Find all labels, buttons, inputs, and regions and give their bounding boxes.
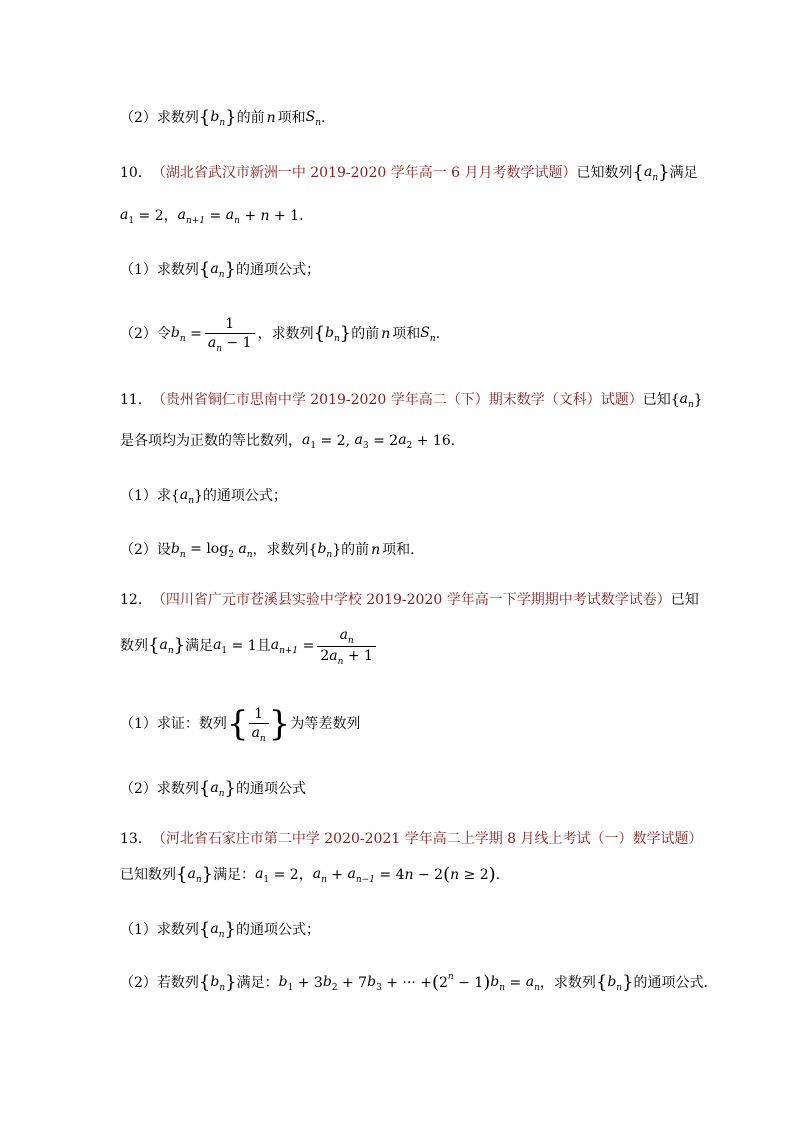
p13-part1: （1）求数列 { $a_n$ } 的通项公式； bbox=[120, 919, 320, 940]
p11-source: （贵州省铜仁市思南中学 2019-2020 学年高二（下）期末数学（文科）试题） bbox=[151, 392, 643, 408]
p10-part2: （2）令 $b_n$ = $\frac{1}{a_n - 1}$ ，求数列 { $b_n$ } 的前 n 项和 $S_n$ . bbox=[120, 315, 441, 354]
p11-stem: 11． （贵州省铜仁市思南中学 2019-2020 学年高二（下）期末数学（文科）试题） 已知 { $a_n$ } bbox=[120, 391, 703, 410]
p11-part1: （1）求 { $a_n$ } 的通项公式； bbox=[120, 487, 287, 506]
p10-source: （湖北省武汉市新洲一中 2019-2020 学年高一 6 月月考数学试题） bbox=[151, 165, 577, 181]
p9-part2: （2）求数列 { $b_n$ } 的前 n 项和 $S_n$ . bbox=[120, 107, 326, 128]
p10-part1: （1）求数列 { $a_n$ } 的通项公式； bbox=[120, 259, 320, 280]
fraction: $\frac{1}{a_n}$ bbox=[249, 706, 269, 743]
p11-part2: （2）设 $b_n$ = $\log_2$ $a_n$ ，求数列 { $b_n$ } 的前 n 项和. bbox=[120, 541, 415, 560]
p13-source: （河北省石家庄市第二中学 2020-2021 学年高二上学期 8 月线上考试（一）数学试题） bbox=[151, 831, 703, 847]
p10-stem: 10． （湖北省武汉市新洲一中 2019-2020 学年高一 6 月月考数学试题） 已知数列 { $a_n$ } 满足 bbox=[120, 162, 698, 183]
p12-part1: （1）求证：数列 { $\frac{1}{a_n}$ } 为等差数列 bbox=[120, 704, 361, 744]
p11-line2: 是各项均为正数的等比数列， $a_1$ = 2, $a_3$ = 2 $a_2$ + 16. bbox=[120, 432, 456, 451]
p13-line2: 已知数列 { $a_n$ } 满足： $a_1$ = 2 ， $a_n$ + $a_{n-1}$ = 4 n − 2 ( n ≥ 2 ) . bbox=[120, 864, 501, 885]
p13-part2: （2）若数列 { $b_n$ } 满足： $b_1$ + 3 $b_2$ + 7 $b_3$ + ··· + ( 2 n − 1 ) $b_n$ = $a_n$ ，求数列 { $b_n$ } 的通项公式. bbox=[120, 972, 708, 993]
p12-stem: 12． （四川省广元市苍溪县实验中学校 2019-2020 学年高一下学期期中考试数学试卷） 已知 bbox=[120, 592, 699, 608]
fraction: $\frac{a_n}{2a_n + 1}$ bbox=[317, 627, 376, 666]
fraction: $\frac{1}{a_n - 1}$ bbox=[205, 316, 255, 353]
p12-part2: （2）求数列 { $a_n$ } 的通项公式 bbox=[120, 778, 306, 799]
p13-stem: 13． （河北省石家庄市第二中学 2020-2021 学年高二上学期 8 月线上考试（一）数学试题） bbox=[120, 831, 703, 847]
p12-source: （四川省广元市苍溪县实验中学校 2019-2020 学年高一下学期期中考试数学试卷） bbox=[151, 592, 671, 608]
p10-conditions: $a_1$ = 2 ， $a_{n+1}$ = $a_n$ + n + 1. bbox=[120, 207, 304, 226]
p12-line2: 数列 { $a_n$ } 满足 $a_1$ = 1 且 $a_{n+1}$ = $\frac{a_n}{2a_n + 1}$ bbox=[120, 626, 379, 666]
